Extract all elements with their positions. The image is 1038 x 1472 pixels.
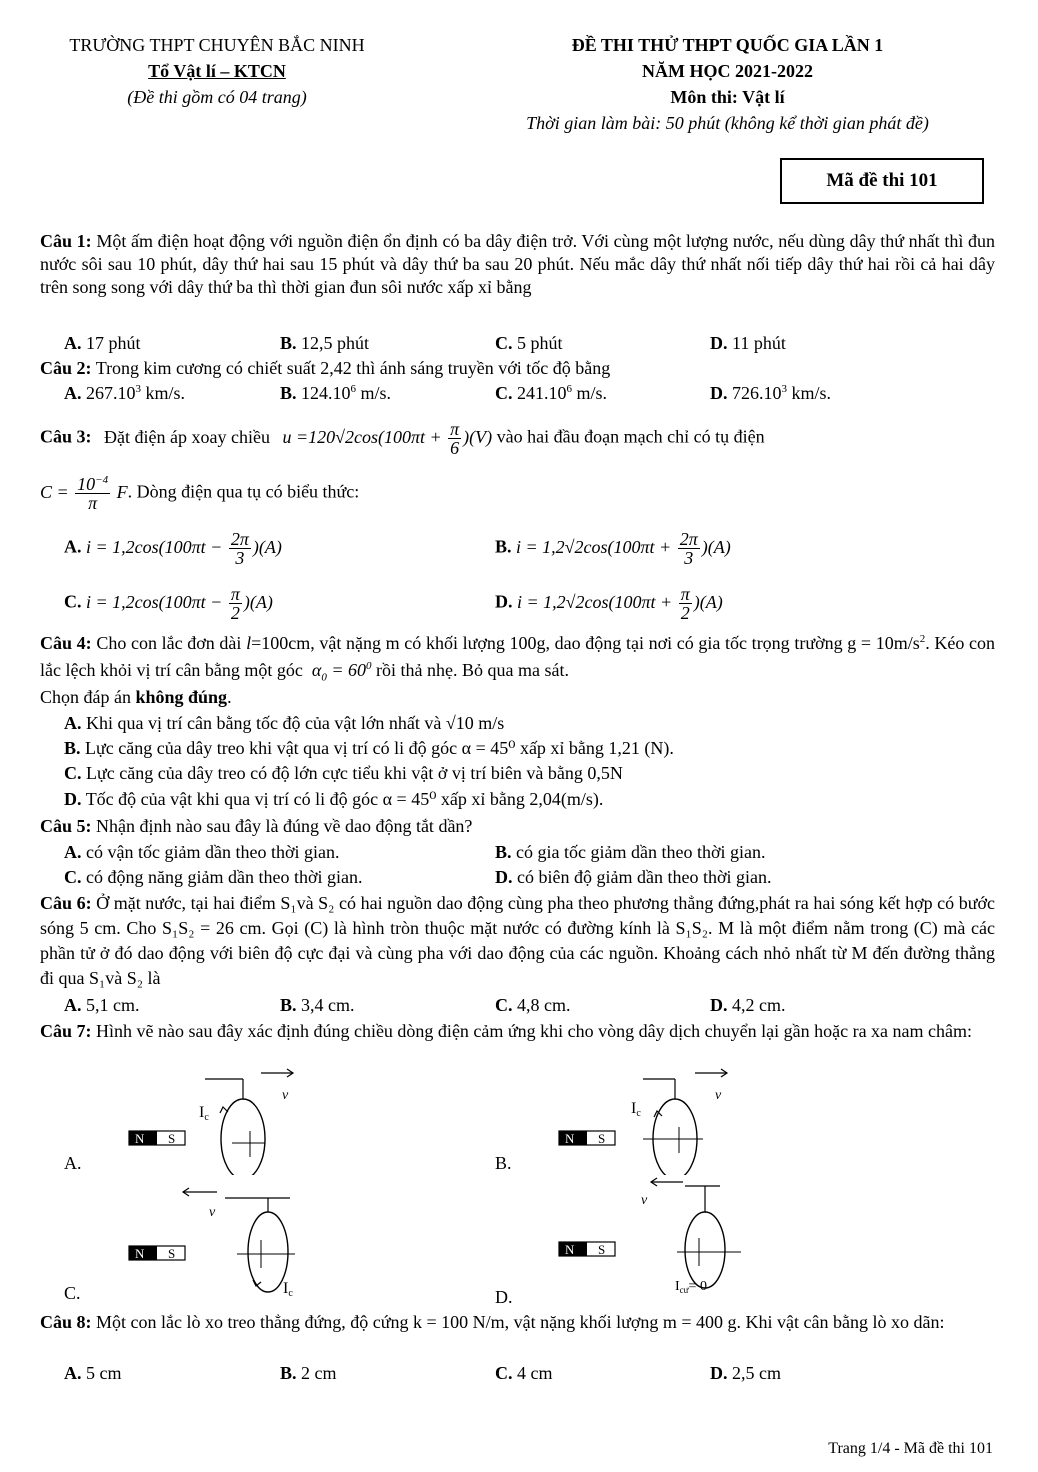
velocity-label: v <box>715 1088 722 1103</box>
figure-option-d-label[interactable]: D. <box>495 1287 513 1307</box>
question-text: Chọn đáp án <box>40 687 131 707</box>
option-b[interactable]: B. 2 cm <box>280 1363 337 1383</box>
school-name: TRƯỜNG THPT CHUYÊN BẮC NINH <box>69 35 365 55</box>
velocity-label: v <box>641 1193 648 1208</box>
option-c[interactable]: C. Lực căng của dây treo có độ lớn cực tiểu khi vật ở vị trí biên và bằng 0,5N <box>64 763 623 783</box>
question-2-options <box>0 382 1038 406</box>
magnet-south: S <box>598 1242 606 1257</box>
figure-option-b-label[interactable]: B. <box>495 1153 512 1173</box>
option-a[interactable]: A. 17 phút <box>64 333 141 353</box>
question-text: Nhận định nào sau đây là đúng về dao động tắt dần? <box>96 816 473 836</box>
question-7 <box>40 1019 995 1044</box>
option-c[interactable]: C. i = 1,2cos(100πt − $\frac{\pi}{2}$ )(A) <box>64 584 273 623</box>
question-text: . Kéo con lắc lệch khỏi vị trí cân bằng một góc <box>40 633 996 680</box>
option-a[interactable]: A. 267.10$^3$ km/s. <box>64 383 186 403</box>
exam-title: ĐỀ THI THỬ THPT QUỐC GIA LẦN 1 <box>571 35 884 55</box>
question-label: Câu 3: <box>40 426 92 447</box>
exam-code-box: Mã đề thi 101 <box>780 158 984 204</box>
option-c[interactable]: C. có động năng giảm dần theo thời gian. <box>64 867 363 887</box>
option-c[interactable]: C. 5 phút <box>495 333 563 353</box>
magnet-south: S <box>598 1131 606 1146</box>
option-a[interactable]: A. 5,1 cm. <box>64 995 140 1015</box>
option-d[interactable]: D. i = 1,2√2cos(100πt + $\frac{\pi}{2}$ )(A) <box>495 584 723 623</box>
option-c[interactable]: C. 241.10$^6$ m/s. <box>495 383 608 403</box>
magnet-north: N <box>565 1242 575 1257</box>
coil-loop <box>248 1212 288 1292</box>
question-label: Câu 4: <box>40 633 92 653</box>
option-a[interactable]: A. Khi qua vị trí cân bằng tốc độ của vật lớn nhất và √10 m/s <box>64 713 505 733</box>
question-8-options <box>0 1362 1038 1386</box>
option-a[interactable]: A. có vận tốc giảm dần theo thời gian. <box>64 842 340 862</box>
question-emphasis: không đúng <box>135 687 228 707</box>
magnet-south: S <box>168 1246 176 1261</box>
voltage-formula: u =120√2cos(100πt + $\frac{\pi}{6}$ )(V) <box>282 419 493 458</box>
question-label: Câu 7: <box>40 1021 92 1041</box>
option-d[interactable]: D. 11 phút <box>710 333 786 353</box>
question-label: Câu 1: <box>40 231 92 251</box>
question-6 <box>40 891 995 991</box>
figure-option-a-label[interactable]: A. <box>64 1153 82 1173</box>
exam-time: Thời gian làm bài: 50 phút (không kể thời gian phát đề) <box>526 113 929 133</box>
figure-d <box>555 1172 755 1297</box>
figure-b <box>555 1065 735 1175</box>
question-8 <box>40 1310 995 1335</box>
question-3-capacitor <box>40 475 995 512</box>
question-label: Câu 5: <box>40 816 92 836</box>
figure-c <box>125 1182 305 1297</box>
school-year: NĂM HỌC 2021-2022 <box>642 61 813 81</box>
question-text: rồi thả nhẹ. Bỏ qua ma sát. <box>376 660 569 680</box>
question-label: Câu 6: <box>40 893 92 913</box>
option-b[interactable]: B. i = 1,2√2cos(100πt + $\frac{2\pi}{3}$ )(A) <box>495 529 731 568</box>
question-text: vào hai đầu đoạn mạch chỉ có tụ điện <box>496 426 765 447</box>
magnet-north: N <box>135 1246 145 1261</box>
velocity-label: v <box>209 1205 216 1220</box>
question-4: Câu 4: Cho con lắc đơn dài l=100cm, vật nặng m có khối lượng 100g, dao động tại nơi có gia tốc trọng trường $g = 10m/s^2$. Kéo con lắc lệch khỏi vị trí cân bằng một góc $\alpha_0 = 60^0$ rồi thả nhẹ. Bỏ qua ma sát. Chọn đáp án không đúng. <box>40 633 996 707</box>
induced-current-zero-label: $I_{cư}= 0$ <box>675 1279 707 1295</box>
option-b[interactable]: B. 3,4 cm. <box>280 995 355 1015</box>
option-c[interactable]: C. 4,8 cm. <box>495 995 571 1015</box>
magnet-north: N <box>135 1131 145 1146</box>
induced-current-label: Ic <box>631 1100 641 1119</box>
option-d[interactable]: D. có biên độ giảm dần theo thời gian. <box>495 867 772 887</box>
option-c[interactable]: C. 4 cm <box>495 1363 553 1383</box>
option-a[interactable]: A. i = 1,2cos(100πt − $\frac{2\pi}{3}$ )(A) <box>64 529 282 568</box>
option-d[interactable]: D. 2,5 cm <box>710 1363 781 1383</box>
option-d[interactable]: D. 4,2 cm. <box>710 995 786 1015</box>
question-text: Trong kim cương có chiết suất 2,42 thì ánh sáng truyền với tốc độ bằng <box>95 358 611 378</box>
angle-alpha0: $\alpha_0 = 60^0$ <box>307 660 372 684</box>
induced-current-label: Ic <box>283 1280 293 1297</box>
figure-a <box>125 1065 305 1175</box>
figure-option-c-label[interactable]: C. <box>64 1283 81 1303</box>
option-b[interactable]: B. 12,5 phút <box>280 333 370 353</box>
header-left <box>32 32 402 110</box>
coil-loop <box>653 1099 697 1175</box>
question-text: Cho con lắc đơn dài <box>96 633 242 653</box>
option-a[interactable]: A. 5 cm <box>64 1363 122 1383</box>
question-text: Đặt điện áp xoay chiều <box>104 426 270 447</box>
question-text: Một con lắc lò xo treo thẳng đứng, độ cứng k = 100 N/m, vật nặng khối lượng m = 400 g. Khi vật cân bằng lò xo dãn: <box>96 1312 945 1332</box>
question-3 <box>40 419 995 458</box>
question-label: Câu 2: <box>40 358 92 378</box>
capacitance-formula: C = $\frac{10^{-4}}{\pi}$ F <box>40 474 128 513</box>
coil-loop <box>221 1099 265 1175</box>
question-text: Ở mặt nước, tại hai điểm S₁và S₂ có hai nguồn dao động cùng pha theo phương thẳng đứng,phát ra hai sóng kết hợp có bước sóng 5 cm. Cho S₁S₂ = 26 cm. Gọi (C) là hình tròn thuộc mặt nước có đường kính là S₁S₂. M là một điểm nằm trong (C) mà các phần tử ở đó dao động với biên độ cực đại và cùng pha với dao động của các nguồn. Khoảng cách nhỏ nhất từ M đến đường thẳng đi qua S₁và S₂ là <box>40 893 995 988</box>
coil-loop <box>685 1212 725 1288</box>
option-b[interactable]: B. 124.10$^6$ m/s. <box>280 383 392 403</box>
header-right <box>455 32 1000 136</box>
option-b[interactable]: B. Lực căng của dây treo khi vật qua vị trí có li độ góc α = 45⁰ xấp xỉ bằng 1,21 (N). <box>64 738 674 758</box>
department: Tổ Vật lí – KTCN <box>148 61 286 81</box>
question-1 <box>40 230 995 299</box>
option-b[interactable]: B. có gia tốc giảm dần theo thời gian. <box>495 842 766 862</box>
question-2 <box>40 357 995 380</box>
question-1-options <box>0 332 1038 356</box>
question-text: Hình vẽ nào sau đây xác định đúng chiều dòng điện cảm ứng khi cho vòng dây dịch chuyển lại gần hoặc ra xa nam châm: <box>96 1021 973 1041</box>
page-footer: Trang 1/4 - Mã đề thi 101 <box>828 1440 993 1457</box>
question-text: trường g = 10m/s <box>794 633 920 653</box>
option-d[interactable]: D. Tốc độ của vật khi qua vị trí có li độ góc α = 45⁰ xấp xỉ bằng 2,04(m/s). <box>64 789 604 809</box>
induced-current-label: Ic <box>199 1104 209 1123</box>
question-5 <box>40 815 995 838</box>
velocity-label: v <box>282 1088 289 1103</box>
magnet-south: S <box>168 1131 176 1146</box>
question-text: . Dòng điện qua tụ có biểu thức: <box>127 481 360 502</box>
subject: Môn thi: Vật lí <box>670 87 785 107</box>
question-text: =100cm, vật nặng m có khối lượng 100g, dao động tại nơi có gia tốc trọng <box>251 633 790 653</box>
magnet-north: N <box>565 1131 575 1146</box>
pages-note: (Đề thi gồm có 04 trang) <box>127 87 307 107</box>
question-6-options <box>0 994 1038 1018</box>
option-d[interactable]: D. 726.10$^3$ km/s. <box>710 383 832 403</box>
question-text: Một ấm điện hoạt động với nguồn điện ổn định có ba dây điện trở. Với cùng một lượng nước, nếu dùng dây thứ nhất thì đun nước sôi sau 10 phút, dây thứ hai sau 15 phút và dây thứ ba sau 20 phút. Nếu mắc dây thứ nhất nối tiếp dây thứ hai rồi cả hai dây trên song song với dây thứ ba thì thời gian đun sôi nước xấp xỉ bằng <box>40 231 995 297</box>
question-label: Câu 8: <box>40 1312 92 1332</box>
